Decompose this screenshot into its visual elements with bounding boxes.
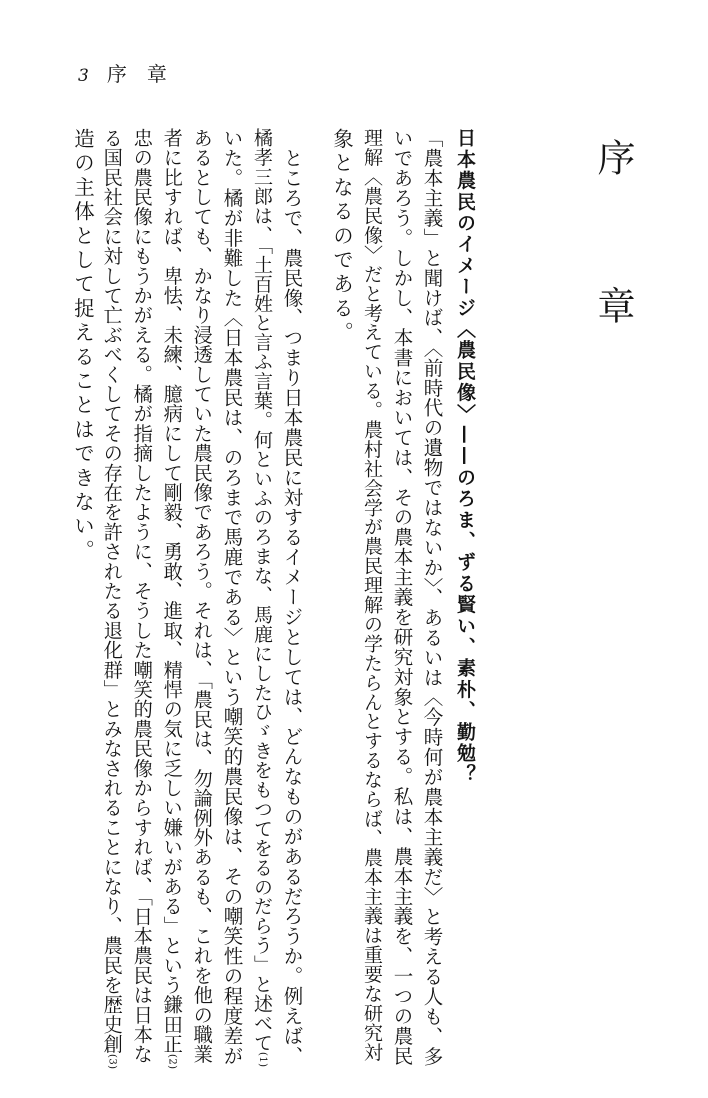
body-line (362, 128, 381, 1062)
body-line-text: 「農本主義」と聞けば、〈前時代の遺物ではないか〉、あるいは〈今時何が農本主義だ〉と考える人も、多 (420, 128, 444, 1067)
body-line (422, 128, 442, 1066)
body-line (130, 128, 154, 1064)
body-line (222, 128, 242, 1066)
body-line (392, 128, 412, 1066)
chapter-title: 序 章 (591, 138, 635, 360)
running-head-title: 序 章 (106, 62, 167, 86)
footnote-marker: (2) (166, 1053, 178, 1070)
body-line-text: あるとしても、かなり浸透していた農民像であろう。それは、「農民は、勿論例外あるも、これを他の職業 (190, 128, 214, 1064)
body-line-text: 理解〈農民像〉だと考えている。農村社会学が農民理解の学たらんとするならば、農本主義は重要な研究対 (361, 128, 383, 1062)
page-number: 3 (78, 66, 89, 86)
body-line (331, 128, 352, 346)
footnote-marker: (1) (257, 1052, 268, 1068)
body-line-text: 者に比すれば、卑怯、未練、臆病にして剛毅、勇敢、進取、精悍の気に乏しい嫌いがある」という鎌田正 (160, 128, 184, 1054)
body-line-text: 忠の農民像にもうかがえる。橘が指摘したように、そうした嘲笑的農民像からすれば、「日本農民は日本な (130, 128, 154, 1064)
body-line-text: 橘孝三郎は、「土百姓と言ふ言葉。何といふのろまな、馬鹿にしたひゞきをもつてをるのだらう」と述べて (251, 128, 273, 1053)
section-heading: 日本農民のイメージ〈農民像〉——のろま、ずる賢い、素朴、勤勉？ (454, 128, 476, 786)
body-line (282, 128, 302, 1066)
body-line (72, 128, 93, 564)
body-line-text: 象となるのである。 (329, 128, 354, 346)
body-line-text: ところで、農民像、つまり日本農民に対するイメージとしては、どんなものがあるだろうか。例えば、 (280, 128, 304, 1066)
running-head (78, 58, 167, 87)
body-line-text: 造の主体として捉えることはできない。 (70, 128, 95, 564)
body-line (190, 128, 214, 1064)
body-line-text: いであろう。しかし、本書においては、その農本主義を研究対象とする。私は、農本主義を、一つの農民 (390, 128, 414, 1066)
body-line (100, 128, 124, 1070)
body-line-text: いた。橘が非難した〈日本農民は、のろまで馬鹿である〉という嘲笑的農民像は、その嘲笑性の程度差が (220, 128, 244, 1066)
footnote-marker: (3) (106, 1053, 118, 1070)
body-line (160, 128, 184, 1070)
body-line-text: る国民社会に対して亡ぶべくしてその存在を許されたる退化群」とみなされることになり、農民を歴史創 (100, 128, 124, 1054)
body-line (252, 128, 271, 1068)
